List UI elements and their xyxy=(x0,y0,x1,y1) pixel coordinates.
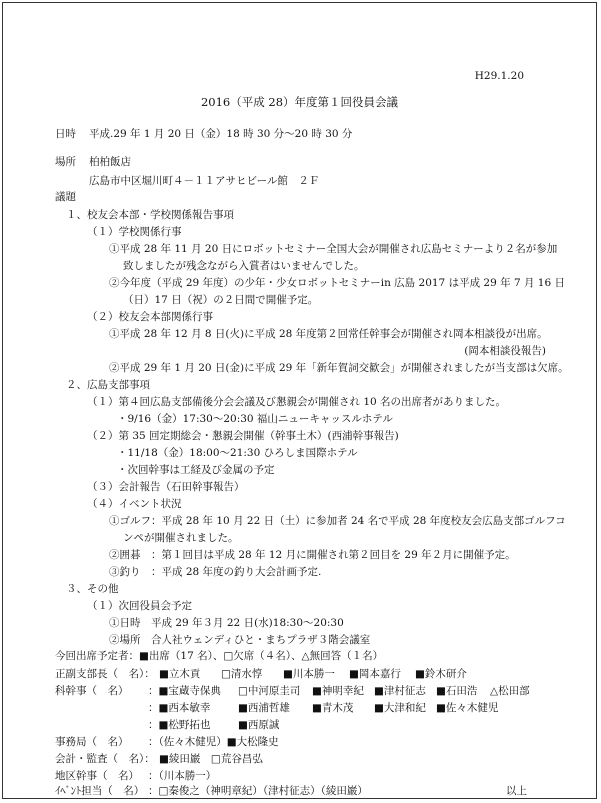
section-1-title: １、校友会本部・学校関係報告事項 xyxy=(66,209,234,221)
office-label: 事務局（ 名） xyxy=(55,736,129,748)
closing-text: 以上 xyxy=(506,785,527,797)
section-2-sub2-bullet1: ・11/18（金）18:00～21:30 ひろしま国際ホテル xyxy=(117,447,358,459)
section-1-sub2-title: （２）校友会本部関係行事 xyxy=(87,311,213,323)
attendee: □中河原圭司 xyxy=(238,685,301,697)
audit-label: 会計・監査（ 名）： xyxy=(55,753,155,765)
attendee: ■鈴木研介 xyxy=(415,668,467,680)
document-date: H29.1.20 xyxy=(474,70,524,82)
section-2-sub4-title: （４）イベント状況 xyxy=(87,498,182,510)
dept-attendees-row3 xyxy=(148,718,312,732)
attendee: ■佐々木健児 xyxy=(436,702,499,714)
attendee: □清水惇 xyxy=(221,668,263,680)
datetime-value: 平成.29 年 1 月 20 日（金）18 時 30 分～20 時 30 分 xyxy=(89,128,353,140)
section-1-sub1-item2: ②今年度（平成 29 年度）の少年・少女ロボットセミナーin 広島 2017 は平成 29 年 7 月 16 日 xyxy=(109,277,566,289)
section-1-sub1-title: （１）学校関係行事 xyxy=(87,226,182,238)
section-2-sub3-title: （３）会計報告（石田幹事報告） xyxy=(87,481,245,493)
branch-attendees xyxy=(159,667,481,681)
area-label: 地区幹事（ 名） xyxy=(55,770,139,782)
place-address: 広島市中区堀川町４－１１アサヒビール館 ２Ｆ xyxy=(89,175,320,187)
section-1-sub2-item1-reporter: (岡本相談役報告) xyxy=(464,345,546,357)
attendee: ■石田浩 xyxy=(436,685,478,697)
datetime-label: 日時 xyxy=(55,128,76,140)
dept-attendees-row1 xyxy=(148,684,540,698)
section-1-sub1-item2-cont: （日）17 日（祝）の２日間で開催予定。 xyxy=(123,294,319,306)
attendee: ：■松野拓也 xyxy=(148,719,211,731)
document-title: 2016（平成 28）年度第１回役員会議 xyxy=(200,95,399,109)
attendee: ：■西本敏幸 xyxy=(148,702,211,714)
attendee: △松田部 xyxy=(490,685,530,697)
attendee: ■立木貢 xyxy=(159,668,201,680)
area-attendees: ：（川本勝一） xyxy=(148,770,217,782)
section-2-sub1-title: （１）第４回広島支部備後分会会議及び懇親会が開催され 10 名の出席者がありました。 xyxy=(87,396,507,408)
section-2-sub1-bullet: ・9/16（金）17:30～20:30 福山ニューキャッスルホテル xyxy=(117,413,393,425)
event-go: ②囲碁 ：第１回目は平成 28 年 12 月に開催され第２回目を 29 年２月に開催予定。 xyxy=(109,549,516,561)
section-1-sub1-item1: ①平成 28 年 11 月 20 日にロボットセミナー全国大会が開催され広島セミナーより２名が参加 xyxy=(109,243,558,255)
attendee: ■津村征志 xyxy=(374,685,426,697)
attendee: ：■宝蔵寺保典 xyxy=(148,685,221,697)
place-label: 場所 xyxy=(55,156,76,168)
event-golf-cont: ンペが開催されました。 xyxy=(123,532,239,544)
next-meeting-place: ②場所 合人社ウェンディひと・まちプラザ３階会議室 xyxy=(109,634,371,646)
agenda-heading: 議題 xyxy=(55,191,76,203)
event-attendees: ：□秦俊之（神明章紀）（津村征志）（綾田巌） xyxy=(148,785,368,797)
attendance-summary: 今回出席予定者：■出席（17 名）、□欠席（４名）、△無回答（１名） xyxy=(55,650,384,662)
section-1-sub1-item1-cont: 致しましたが残念ながら入賞者はいませんでした。 xyxy=(123,260,365,272)
next-meeting-datetime: ①日時 平成 29 年３月 22 日(水)18:30～20:30 xyxy=(109,617,344,629)
event-fishing: ③釣り ：平成 28 年度の釣り大会計画予定. xyxy=(109,566,322,578)
section-1-sub2-item2: ②平成 29 年 1 月 20 日(金)に平成 29 年「新年賀詞交歓会」が開催されましたが当支部は欠席。 xyxy=(109,362,569,374)
office-attendees: ：（佐々木健児）■大松隆史 xyxy=(148,736,279,748)
attendee: ■神明幸紀 xyxy=(312,685,364,697)
attendee: ■岡本嘉行 xyxy=(349,668,401,680)
event-golf: ①ゴルフ：平成 28 年 10 月 22 日（土）に参加者 24 名で平成 28 年度校友会広島支部ゴルフコ xyxy=(109,515,566,527)
attendee: ■西浦哲雄 xyxy=(238,702,290,714)
event-label: ｲﾍﾞﾝﾄ担当（ 名） xyxy=(55,785,145,797)
attendee: ■青木茂 xyxy=(312,702,354,714)
section-2-title: ２、広島支部事項 xyxy=(66,379,150,391)
dept-attendees-row2 xyxy=(148,701,506,715)
section-2-sub2-title: （２）第 35 回定期総会・懇親会開催（幹事土木）(西浦幹事報告) xyxy=(87,430,399,442)
branch-label: 正副支部長（ 名）： xyxy=(55,668,155,680)
place-name: 柏柏飯店 xyxy=(89,156,131,168)
attendee: ■西原誠 xyxy=(238,719,280,731)
section-3-sub1-title: （１）次回役員会予定 xyxy=(87,600,192,612)
attendee: ■川本勝一 xyxy=(283,668,335,680)
dept-label: 科幹事（ 名） xyxy=(55,685,129,697)
document-page xyxy=(2,2,597,799)
section-1-sub2-item1: ①平成 28 年 12 月 8 日(火)に平成 28 年度第２回常任幹事会が開催され岡本相談役が出席。 xyxy=(109,328,548,340)
audit-attendees: ■綾田巌 □荒谷昌弘 xyxy=(159,753,263,765)
section-2-sub2-bullet2: ・次回幹事は工経及び金属の予定 xyxy=(117,464,275,476)
section-3-title: ３、その他 xyxy=(66,583,119,595)
attendee: ■大津和紀 xyxy=(374,702,426,714)
